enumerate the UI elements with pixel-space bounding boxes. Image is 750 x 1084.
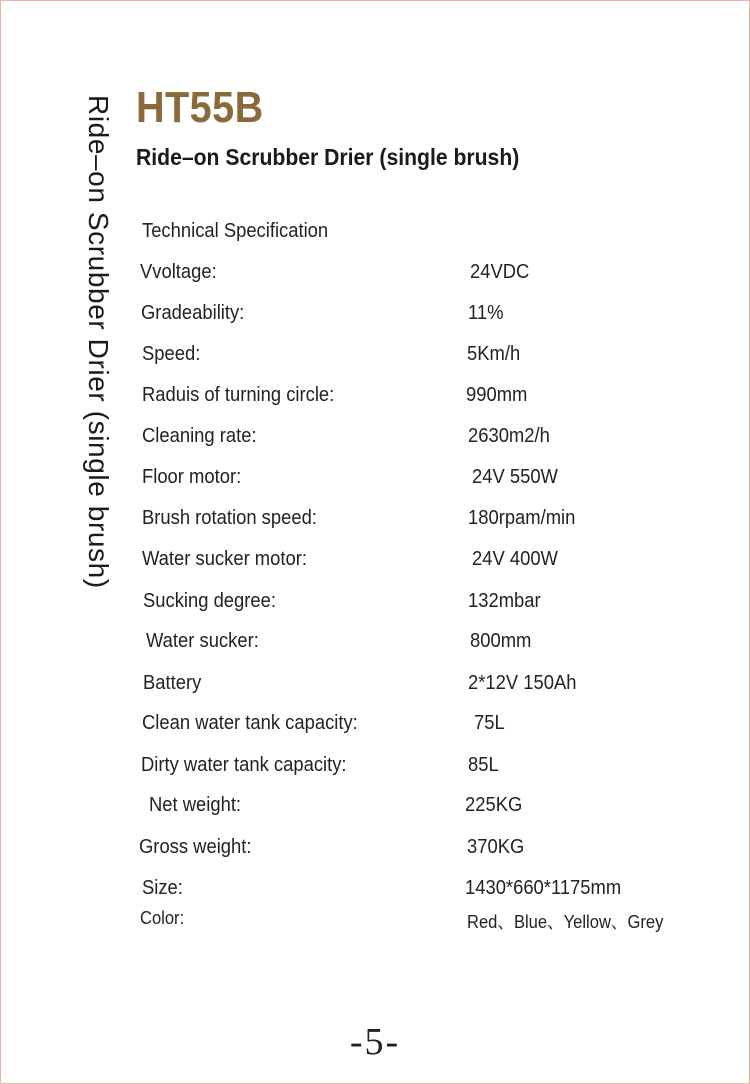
- spec-value: 11%: [468, 302, 504, 324]
- spec-label: Speed:: [142, 343, 201, 365]
- spec-heading: Technical Specification: [142, 220, 329, 242]
- spec-value: 370KG: [467, 836, 525, 858]
- color-row: [0, 908, 750, 932]
- spec-label: Gradeability:: [141, 302, 245, 324]
- spec-label: Floor motor:: [142, 466, 242, 488]
- spec-label: Clean water tank capacity:: [142, 712, 358, 734]
- spec-value: 990mm: [466, 384, 528, 406]
- spec-value: 800mm: [470, 630, 532, 652]
- color-value: Red、Blue、Yellow、Grey: [467, 912, 664, 932]
- model-title: HT55B: [136, 83, 264, 132]
- spec-label: Sucking degree:: [143, 590, 276, 612]
- spec-value: 2630m2/h: [468, 425, 550, 447]
- spec-label: Cleaning rate:: [142, 425, 257, 447]
- spec-value: 180rpam/min: [468, 507, 576, 529]
- spec-label: Water sucker:: [146, 630, 259, 652]
- spec-value: 75L: [474, 712, 505, 734]
- spec-label: Gross weight:: [139, 836, 252, 858]
- spec-value: 5Km/h: [467, 343, 521, 365]
- spec-value: 24V 400W: [472, 548, 558, 570]
- spec-value: 1430*660*1175mm: [465, 877, 622, 899]
- spec-label: Vvoltage:: [140, 261, 217, 283]
- spec-label: Brush rotation speed:: [142, 507, 317, 529]
- spec-label: Raduis of turning circle:: [142, 384, 335, 406]
- spec-label: Water sucker motor:: [142, 548, 307, 570]
- spec-value: 2*12V 150Ah: [468, 672, 577, 694]
- spec-label: Dirty water tank capacity:: [141, 754, 347, 776]
- side-title: Ride–on Scrubber Drier (single brush): [83, 95, 114, 589]
- spec-value: 85L: [468, 754, 499, 776]
- spec-label: Net weight:: [149, 794, 242, 816]
- spec-value: 132mbar: [468, 590, 541, 612]
- spec-label: Size:: [142, 877, 183, 899]
- spec-value: 225KG: [465, 794, 523, 816]
- page-subtitle: Ride–on Scrubber Drier (single brush): [136, 144, 520, 170]
- page-number: -5-: [349, 1021, 401, 1063]
- spec-value: 24VDC: [470, 261, 530, 283]
- color-label: Color:: [140, 908, 185, 928]
- spec-value: 24V 550W: [472, 466, 558, 488]
- spec-label: Battery: [143, 672, 202, 694]
